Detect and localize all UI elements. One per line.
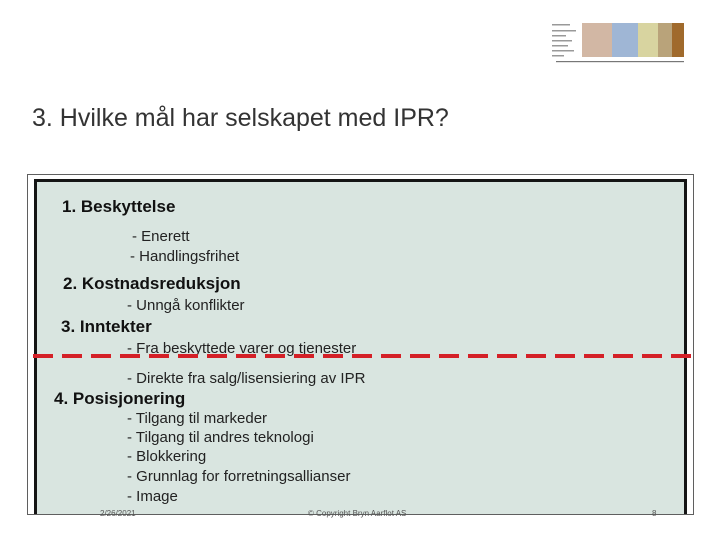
red-dashed-divider bbox=[31, 352, 693, 360]
footer-date: 2/26/2021 bbox=[100, 509, 136, 518]
section-item: - Handlingsfrihet bbox=[130, 248, 240, 265]
section-item: - Grunnlag for forretningsallianser bbox=[127, 468, 351, 485]
section-heading-inntekter: 3. Inntekter bbox=[61, 317, 152, 336]
chart-thumbnail bbox=[552, 20, 688, 68]
slide-title: 3. Hvilke mål har selskapet med IPR? bbox=[32, 104, 449, 132]
section-item: - Direkte fra salg/lisensiering av IPR bbox=[127, 370, 366, 387]
section-item: - Unngå konflikter bbox=[127, 297, 245, 314]
footer-copyright: © Copyright Bryn Aarflot AS bbox=[308, 509, 407, 518]
section-heading-kostnadsreduksjon: 2. Kostnadsreduksjon bbox=[63, 274, 241, 293]
section-item: - Image bbox=[127, 488, 178, 505]
section-item: - Tilgang til andres teknologi bbox=[127, 429, 314, 446]
section-item: - Enerett bbox=[132, 228, 190, 245]
section-item: - Fra beskyttede varer og tjenester bbox=[127, 340, 357, 357]
footer-page-number: 8 bbox=[652, 509, 657, 518]
section-heading-beskyttelse: 1. Beskyttelse bbox=[62, 197, 176, 216]
section-heading-posisjonering: 4. Posisjonering bbox=[54, 389, 186, 408]
section-item: - Blokkering bbox=[127, 448, 207, 465]
section-item: - Tilgang til markeder bbox=[127, 410, 268, 427]
